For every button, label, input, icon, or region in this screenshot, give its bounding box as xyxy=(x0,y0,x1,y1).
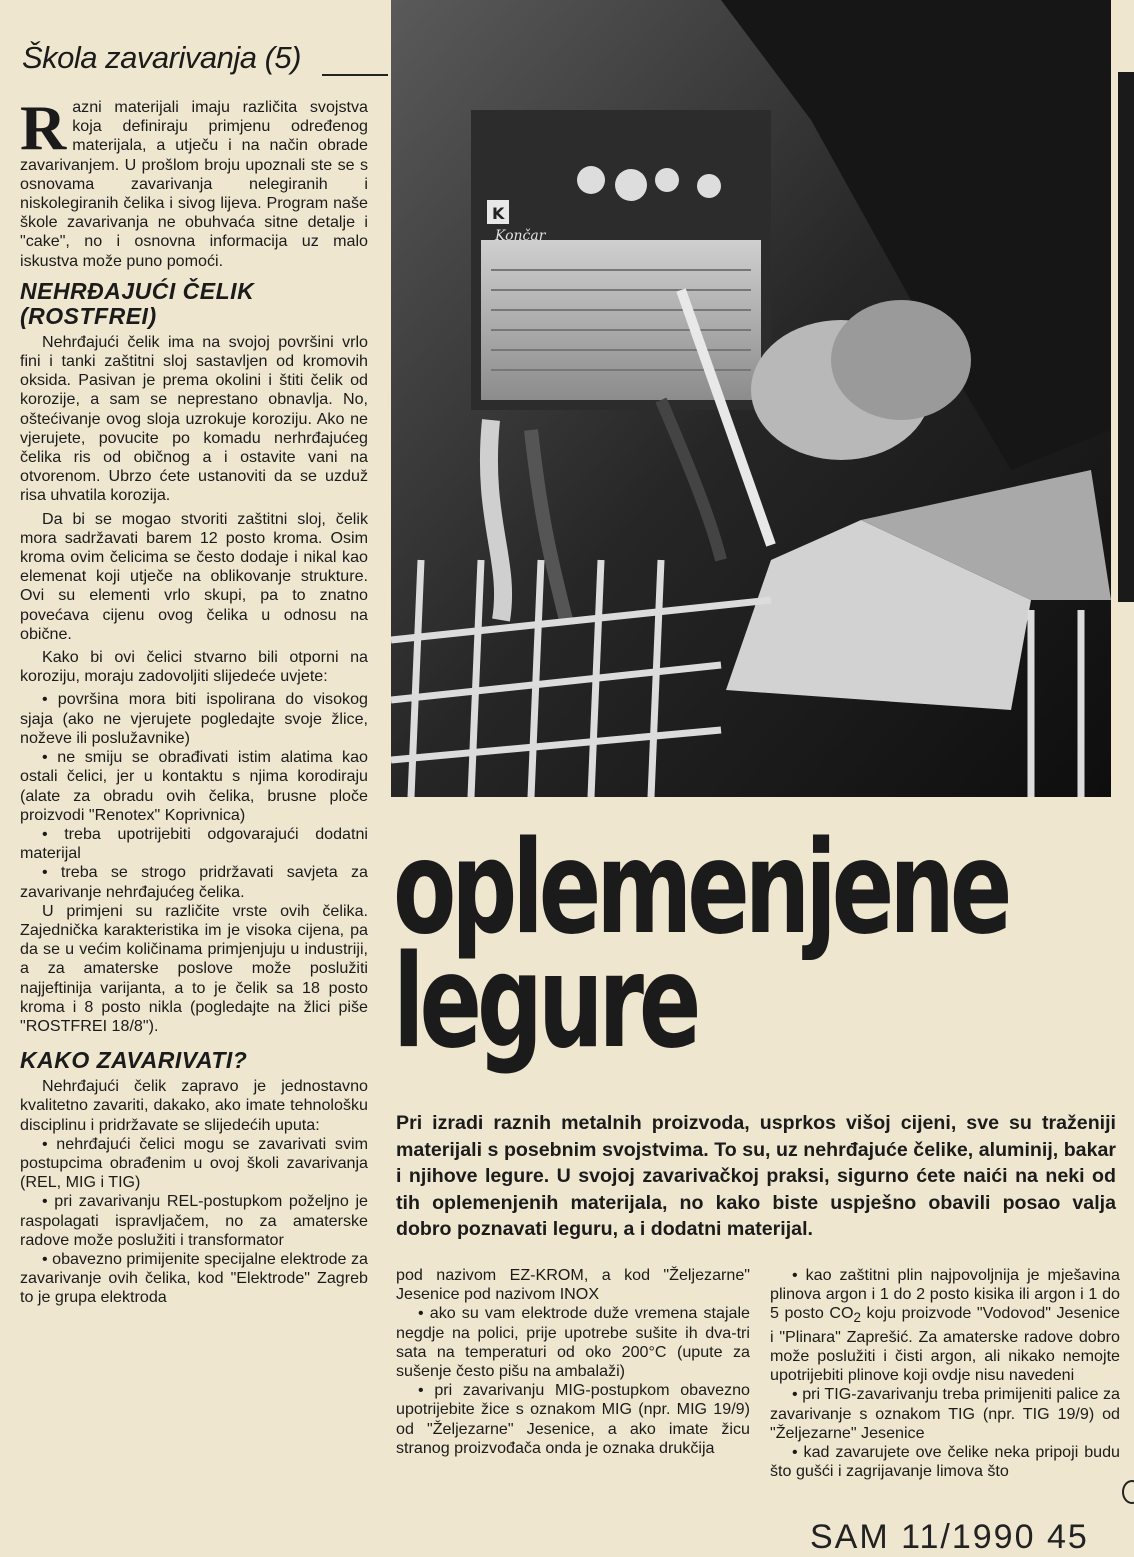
section1-bullet-3: • treba upotrijebiti odgovarajući dodatni materijal xyxy=(20,824,368,863)
page-footer: SAM 11/1990 45 xyxy=(810,1518,1089,1556)
drop-cap: R xyxy=(20,92,67,163)
col-c-bullet-2: • pri TIG-zavarivanju treba primijeniti palice za zavarivanje s oznakom TIG (npr. TIG 19/9) od "Željezarne" Jesenice xyxy=(770,1385,1120,1442)
title-rule xyxy=(322,74,388,76)
intro-text: azni materijali imaju različita svojstva koja definiraju primjenu određenog materijala, a utječu i na način obrade zavarivanjem. U prošlom broju upoznali ste se s osnovama zavarivanja nelegiranih i niskolegiranih čelika i sivog lijeva. Program naše škole zavarivanja ne obuhvaća sitne detalje i "cake", no i osnovna informacija uz malo iskustva može puno pomoći. xyxy=(20,98,368,270)
section1-heading-line2: (ROSTFREI) xyxy=(20,302,157,329)
section1-paragraph-3: Kako bi ovi čelici stvarno bili otporni na koroziju, moraju zadovoljiti slijedeće uvjete: xyxy=(20,648,368,686)
section1-paragraph-4: U primjeni su različite vrste ovih čelika. Zajednička karakteristika im je visoka cijena, pa da se u većim količinama primjenjuju u industriji, a za amaterske poslove može poslužiti najjeftinija varijanta, a to je čelik sa 18 posto kroma i 8 posto nikla (pogledajte na žlici piše "ROSTFREI 18/8"). xyxy=(20,901,368,1035)
middle-column xyxy=(396,1266,750,1458)
section1-paragraph-1: Nehrđajući čelik ima na svojoj površini vrlo fini i tanki zaštitni sloj sastavljen od kromovih oksida. Pasivan je prema okolini i štiti čelik od korozije, a sam se neprestano obnavlja. No, oštećivanje ovog sloja uzrokuje koroziju. Ako ne vjerujete, povucite po komadu nerhrđajućeg čelika ris od običnog a i ostavite vani na otvorenom. Ubrzo ćete ustanoviti da se uzduž risa uhvatila korozija. xyxy=(20,332,368,505)
machine-brand-label: Končar xyxy=(495,228,546,244)
section1-paragraph-2: Da bi se mogao stvoriti zaštitni sloj, čelik mora sadržavati barem 12 posto kroma. Osim kroma ovim čelicima se često dodaje i nikal kao elemenat koji utječe na oblikovanje strukture. Ovi su elementi vrlo skupi, pa to znatno povećava cijenu ovog čelika u odnosu na obične. xyxy=(20,509,368,643)
section2-bullet-2: • pri zavarivanju REL-postupkom poželjno je raspolagati ispravljačem, no za amaterske radove može poslužiti i transformator xyxy=(20,1192,368,1249)
section2-heading: KAKO ZAVARIVATI? xyxy=(20,1047,248,1074)
section1-bullet-1: • površina mora biti ispolirana do visokog sjaja (ako ne vjerujete pogledajte svoje žlice, noževe ili poslužavnike) xyxy=(20,690,368,747)
article-headline xyxy=(393,814,1008,1077)
col-b-paragraph-1: pod nazivom EZ-KROM, a kod "Željezarne" Jesenice pod nazivom INOX xyxy=(396,1266,750,1304)
headline-line1: oplemenjene xyxy=(393,814,1008,963)
lead-paragraph: Pri izradi raznih metalnih proizvoda, usprkos višoj cijeni, sve su traženiji materijali s posebnim svojstvima. To su, uz nehrđajuće čelike, aluminij, bakar i njihove legure. U svojoj zavarivačkoj praksi, sigurno ćete naići na neki od tih oplemenjenih materijala, no kako biste uspješno obavili posao valja dobro poznavati leguru, a i dodatni materijal. xyxy=(396,1112,1116,1240)
col-c-bullet-3: • kad zavarujete ove čelike neka pripoji budu što gušći i zagrijavanje limova što xyxy=(770,1443,1120,1481)
col-c-bullet-1-a: • kao zaštitni plin najpovoljnija je mješavina plinova argon i 1 do 2 posto kisika ili argon i 1 do 5 posto CO xyxy=(770,1266,1120,1323)
series-title: Škola zavarivanja (5) xyxy=(22,40,301,75)
co2-subscript: 2 xyxy=(853,1310,861,1326)
welding-photo xyxy=(391,0,1111,797)
section1-bullet-4: • treba se strogo pridržavati savjeta za zavarivanje nehrđajućeg čelika. xyxy=(20,863,368,901)
section1-heading-line1: NEHRĐAJUĆI ČELIK xyxy=(20,277,255,304)
right-column xyxy=(770,1266,1120,1481)
brand-badge-letter: K xyxy=(492,204,505,223)
section2-paragraph-1: Nehrđajući čelik zapravo je jednostavno kvalitetno zavariti, dakako, ako imate tehnološku disciplinu i pridržavate se slijedećih uputa: xyxy=(20,1077,368,1134)
col-c-bullet-1-b: koju proizvode "Vodovod" Jesenice i "Plinara" Zaprešić. Za amaterske radove dobro može poslužiti i čisti argon, ali nikako nemojte upotrijebiti plinove koji ovdje nisu navedeni xyxy=(770,1304,1121,1385)
section1-heading xyxy=(20,279,368,329)
col-c-bullet-1 xyxy=(770,1266,1120,1385)
col-b-bullet-2: • pri zavarivanju MIG-postupkom obavezno upotrijebite žice s oznakom MIG (npr. MIG 19/9) od "Željezarne" Jesenice, a ako imate žicu stranog proizvođača onda je oznaka drukčija xyxy=(396,1381,750,1457)
section2-bullet-3: • obavezno primijenite specijalne elektrode za zavarivanje ovih čelika, kod "Elektrode" Zagreb to je grupa elektroda xyxy=(20,1249,368,1307)
left-column xyxy=(20,92,368,1308)
col-b-bullet-1: • ako su vam elektrode duže vremena stajale negdje na polici, prije upotrebe sušite ih dva-tri sata na temperaturi od oko 200°C (upute za sušenje često pišu na ambalaži) xyxy=(396,1304,750,1381)
welding-photo-illustration xyxy=(391,0,1111,797)
headline-line2: legure xyxy=(393,928,697,1077)
section2-bullet-1: • nehrđajući čelici mogu se zavarivati svim postupcima obrađenim u ovoj školi zavarivanja (REL, MIG i TIG) xyxy=(20,1134,368,1192)
margin-dark-strip xyxy=(1118,72,1134,602)
page-corner-mark xyxy=(1122,1480,1134,1504)
section1-bullet-2: • ne smiju se obrađivati istim alatima kao ostali čelici, jer u kontaktu s njima korodiraju (alate za obradu ovih čelika, brusne ploče proizvodi "Renotex" Koprivnica) xyxy=(20,748,368,824)
intro-paragraph xyxy=(20,92,368,271)
